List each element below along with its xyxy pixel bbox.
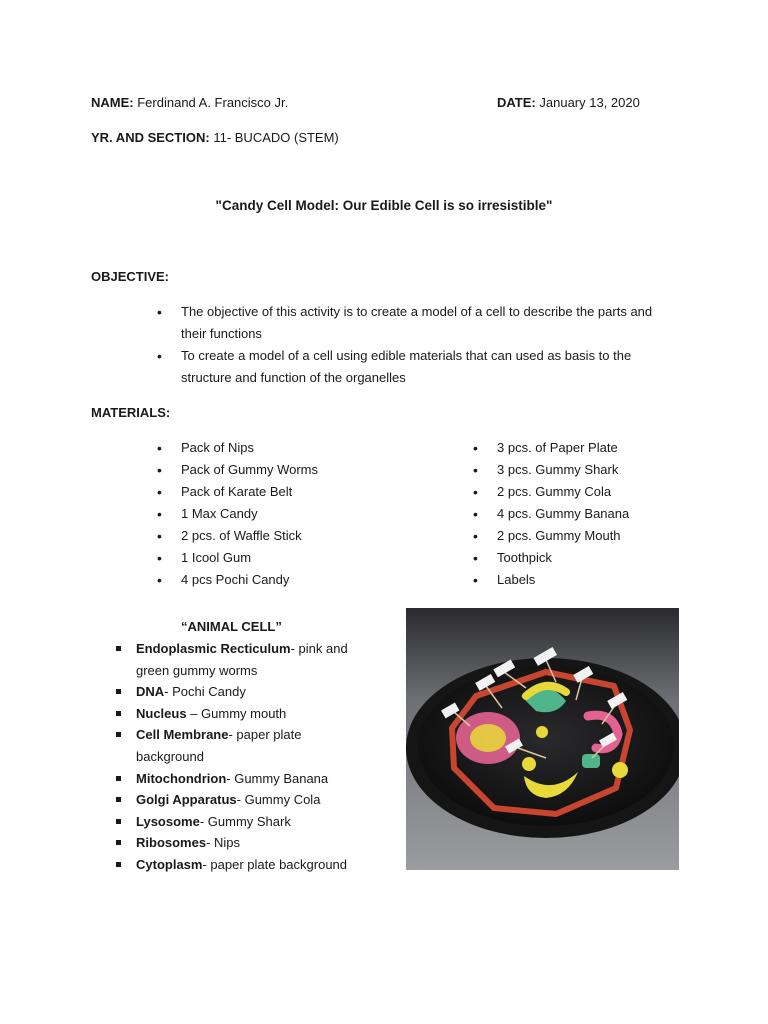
material-item: • Toothpick xyxy=(473,547,713,569)
cell-part-desc: - Gummy Cola xyxy=(236,792,321,808)
document-title: "Candy Cell Model: Our Edible Cell is so irresistible" xyxy=(215,198,553,213)
cell-part-term: Mitochondrion xyxy=(136,770,227,786)
pochi-candy xyxy=(522,757,536,771)
section-value: 11- BUCADO (STEM) xyxy=(213,130,339,145)
gummy-cola xyxy=(582,754,600,768)
objective-item: • To create a model of a cell using edible materials that can used as basis to the structure and function of the organelles xyxy=(157,345,667,389)
material-item: • 2 pcs. Gummy Cola xyxy=(473,481,713,503)
material-item: • 3 pcs. of Paper Plate xyxy=(473,437,713,459)
cell-part-desc: - Gummy Shark xyxy=(199,813,291,829)
cell-part-item xyxy=(114,681,372,703)
material-item: • 2 pcs. of Waffle Stick xyxy=(157,525,417,547)
animal-cell-parts xyxy=(114,638,372,876)
name-value: Ferdinand A. Francisco Jr. xyxy=(137,95,289,110)
name-line xyxy=(91,95,288,110)
cell-part-item xyxy=(114,638,372,681)
material-item: • Pack of Gummy Worms xyxy=(157,459,417,481)
cell-part-desc: - pink and green gummy worms xyxy=(136,641,348,678)
animal-cell-heading: “ANIMAL CELL” xyxy=(181,619,282,634)
cell-part-term: Golgi Apparatus xyxy=(136,792,237,808)
candy-cell-illustration xyxy=(406,608,679,870)
material-item: • 4 pcs. Gummy Banana xyxy=(473,503,713,525)
pochi-candy xyxy=(612,762,628,778)
materials-list-right xyxy=(473,437,713,591)
cell-part-desc: - paper plate background xyxy=(202,856,348,872)
cell-part-desc: - Gummy Banana xyxy=(226,770,329,786)
section-line xyxy=(91,130,339,145)
cell-part-term: Cell Membrane xyxy=(136,727,229,743)
cell-part-item xyxy=(114,724,372,767)
material-item: • 3 pcs. Gummy Shark xyxy=(473,459,713,481)
materials-list-left xyxy=(157,437,417,591)
objective-heading: OBJECTIVE: xyxy=(91,269,170,284)
cell-part-desc: - Pochi Candy xyxy=(164,684,246,700)
cell-part-item xyxy=(114,703,372,725)
section-label: YR. AND SECTION: xyxy=(91,130,210,145)
date-label: DATE: xyxy=(497,95,536,110)
pochi-candy xyxy=(536,726,548,738)
cell-part-item xyxy=(114,854,372,876)
date-line xyxy=(497,95,640,110)
cell-part-term: Lysosome xyxy=(136,813,200,829)
cell-part-item xyxy=(114,832,372,854)
objective-item: • The objective of this activity is to create a model of a cell to describe the parts and their functions xyxy=(157,301,667,345)
cell-part-term: Endoplasmic Recticulum xyxy=(136,641,291,656)
cell-part-term: DNA xyxy=(136,684,165,700)
material-item: • 1 Icool Gum xyxy=(157,547,417,569)
cell-part-term: Ribosomes xyxy=(136,835,207,851)
cell-part-item xyxy=(114,811,372,833)
gummy-center xyxy=(470,724,506,752)
material-item: • Labels xyxy=(473,569,713,591)
cell-part-desc: - Nips xyxy=(206,835,241,851)
cell-part-term: Cytoplasm xyxy=(136,856,203,872)
material-item: • Pack of Karate Belt xyxy=(157,481,417,503)
cell-part-term: Nucleus xyxy=(136,705,187,721)
material-item: • 2 pcs. Gummy Mouth xyxy=(473,525,713,547)
material-item: • 1 Max Candy xyxy=(157,503,417,525)
objective-list xyxy=(157,301,667,389)
cell-part-desc: – Gummy mouth xyxy=(186,705,287,721)
name-label: NAME: xyxy=(91,95,134,110)
cell-part-item xyxy=(114,789,372,811)
date-value: January 13, 2020 xyxy=(539,95,640,110)
cell-part-desc: - paper plate background xyxy=(136,727,302,764)
material-item: • Pack of Nips xyxy=(157,437,417,459)
candy-cell-photo xyxy=(406,608,679,870)
cell-part-item xyxy=(114,768,372,790)
material-item: • 4 pcs Pochi Candy xyxy=(157,569,417,591)
materials-heading: MATERIALS: xyxy=(91,405,171,420)
